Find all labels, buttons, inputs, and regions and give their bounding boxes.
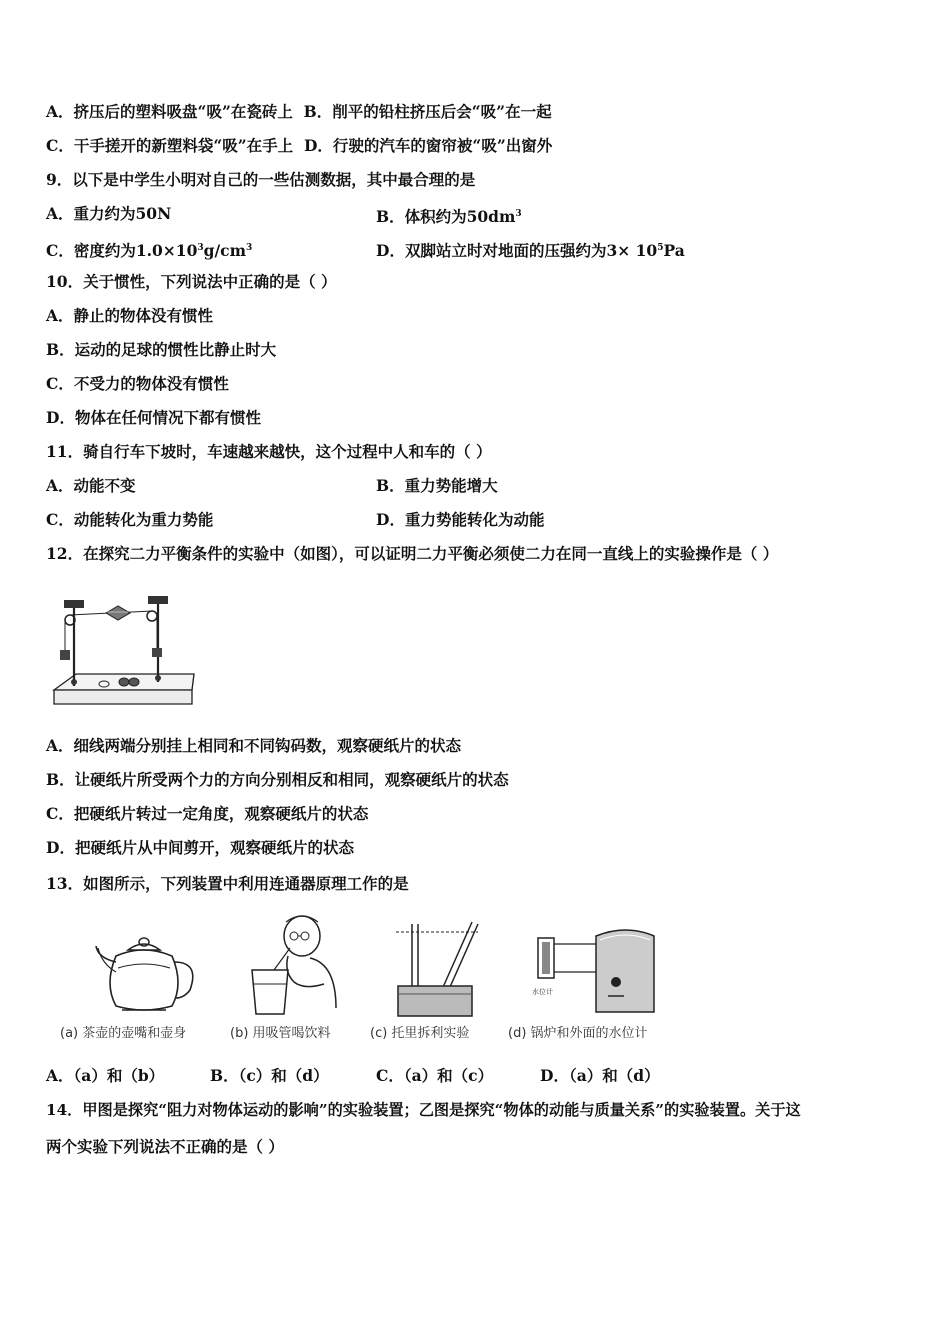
teapot-figure xyxy=(92,928,222,1020)
q12-option-b: B．让硬纸片所受两个力的方向分别相反和相同，观察硬纸片的状态 xyxy=(46,770,509,789)
q9-option-c: C．密度约为$1.0\times 10^3g/cm^3$ xyxy=(46,241,253,260)
q11-option-d: D．重力势能转化为动能 xyxy=(376,510,545,529)
q13-option-d: D．（a）和（d） xyxy=(540,1066,660,1085)
q10-option-d: D．物体在任何情况下都有惯性 xyxy=(46,408,261,427)
q14-stem-line2: 两个实验下列说法不正确的是（ ） xyxy=(46,1137,284,1156)
torricelli-experiment-figure xyxy=(392,918,482,1022)
q9-option-b: B．体积约为$50dm^3$ xyxy=(376,207,522,226)
caption-a: (a) 茶壶的壶嘴和壶身 xyxy=(60,1026,187,1041)
q10-stem: 10．关于惯性，下列说法中正确的是（ ） xyxy=(46,272,337,291)
q12-option-a: A．细线两端分别挂上相同和不同钩码数，观察硬纸片的状态 xyxy=(46,736,462,755)
q12-stem: 12．在探究二力平衡条件的实验中（如图），可以证明二力平衡必须使二力在同一直线上的实验操作是（ ） xyxy=(46,544,779,563)
q11-option-a: A．动能不变 xyxy=(46,476,136,495)
q10-option-c: C．不受力的物体没有惯性 xyxy=(46,374,229,393)
q8-option-ab xyxy=(46,102,552,122)
straw-drinking-figure xyxy=(244,912,344,1020)
q12-option-d: D．把硬纸片从中间剪开，观察硬纸片的状态 xyxy=(46,838,354,857)
caption-b: (b) 用吸管喝饮料 xyxy=(230,1026,331,1041)
q8-option-b: B．削平的铅柱挤压后会“吸”在一起 xyxy=(303,102,552,121)
q11-option-b: B．重力势能增大 xyxy=(376,476,498,495)
q13-option-b: B．（c）和（d） xyxy=(210,1066,329,1085)
q8-option-a: A．挤压后的塑料吸盘“吸”在瓷砖上 xyxy=(46,102,293,121)
q8-option-d: D．行驶的汽车的窗帘被“吸”出窗外 xyxy=(303,136,553,155)
q11-stem: 11．骑自行车下坡时，车速越来越快，这个过程中人和车的（ ） xyxy=(46,442,492,461)
q10-option-a: A．静止的物体没有惯性 xyxy=(46,306,214,325)
q8-option-cd xyxy=(46,136,552,156)
q9-option-d: D．双脚站立时对地面的压强约为$3\times 10^5Pa$ xyxy=(376,241,685,260)
q9-option-a: A．重力约为50N xyxy=(46,204,172,223)
svg-text:水位计: 水位计 xyxy=(532,988,553,996)
boiler-water-gauge-figure xyxy=(520,922,660,1022)
two-force-balance-apparatus-figure xyxy=(46,578,198,720)
q8-option-c: C．干手搓开的新塑料袋“吸”在手上 xyxy=(46,136,294,155)
caption-d: (d) 锅炉和外面的水位计 xyxy=(508,1026,648,1041)
q10-option-b: B．运动的足球的惯性比静止时大 xyxy=(46,340,277,359)
q13-option-c: C．（a）和（c） xyxy=(376,1066,494,1085)
q14-stem-line1: 14．甲图是探究“阻力对物体运动的影响”的实验装置；乙图是探究“物体的动能与质量关系”的实验装置。关于这 xyxy=(46,1101,801,1119)
q12-option-c: C．把硬纸片转过一定角度，观察硬纸片的状态 xyxy=(46,804,369,823)
q13-stem: 13．如图所示，下列装置中利用连通器原理工作的是 xyxy=(46,874,409,893)
q9-stem: 9．以下是中学生小明对自己的一些估测数据，其中最合理的是 xyxy=(46,170,476,189)
q13-option-a: A．（a）和（b） xyxy=(46,1066,165,1085)
caption-c: (c) 托里拆利实验 xyxy=(370,1026,470,1041)
q11-option-c: C．动能转化为重力势能 xyxy=(46,510,214,529)
